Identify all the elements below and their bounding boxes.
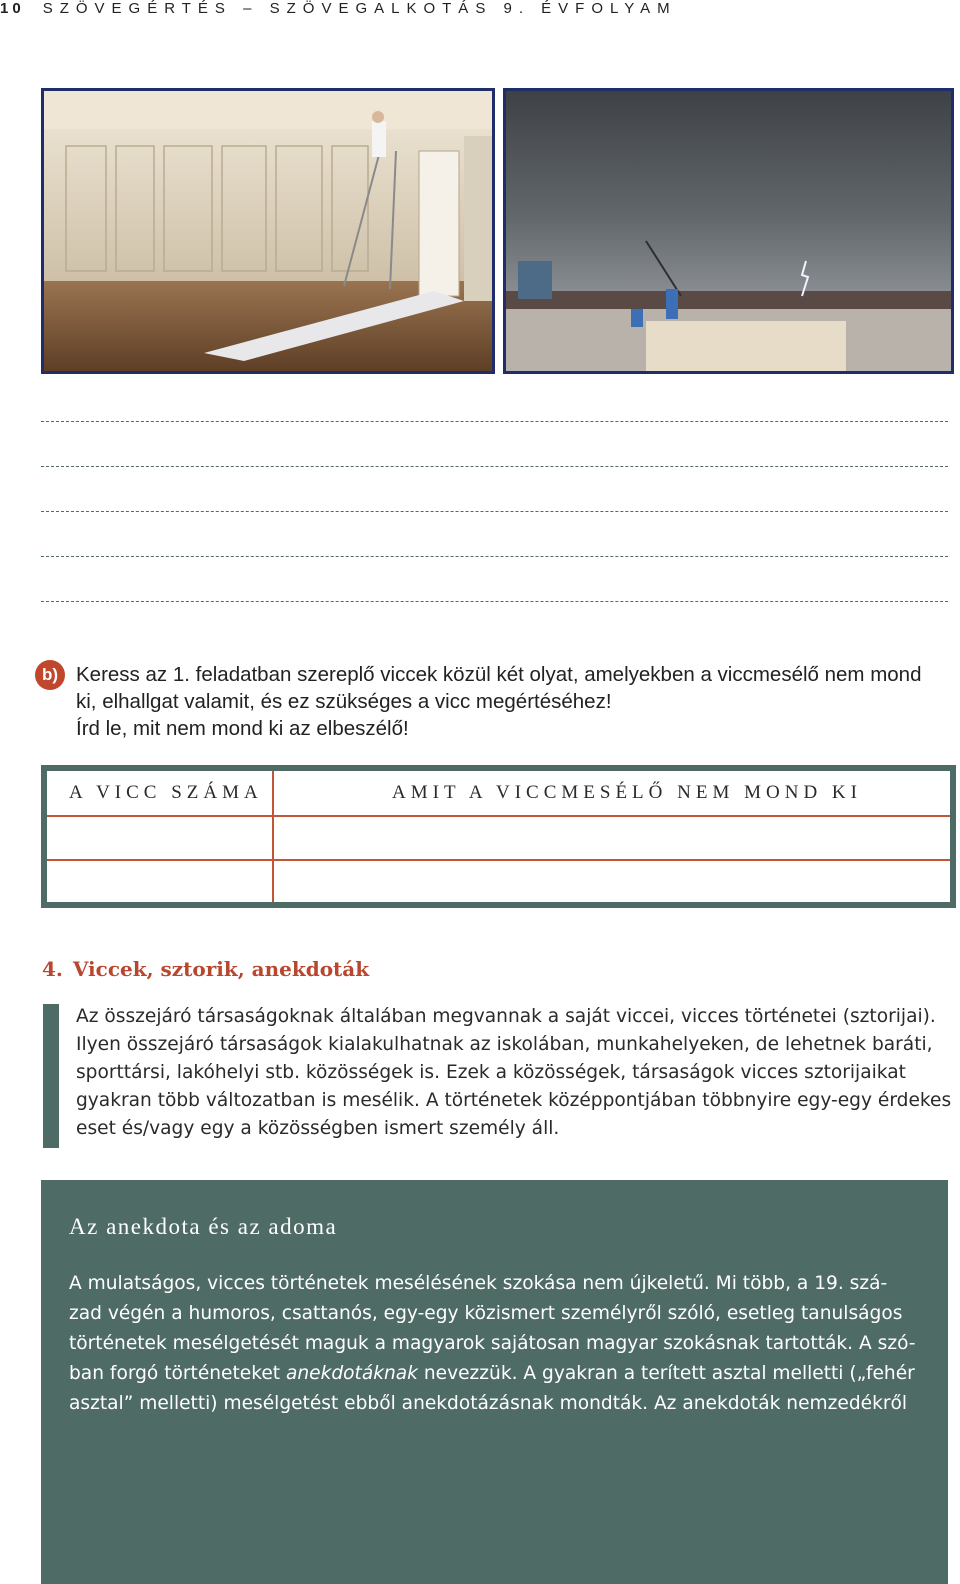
section-paragraph xyxy=(76,1003,952,1143)
answer-line[interactable] xyxy=(41,511,948,512)
running-title: SZÖVEGÉRTÉS – SZÖVEGALKOTÁS 9. ÉVFOLYAM xyxy=(42,0,677,17)
answer-line[interactable] xyxy=(41,421,948,422)
table-cell-row1-answer[interactable] xyxy=(274,817,950,859)
table-header-joke-number: A VICC SZÁMA xyxy=(69,782,263,803)
info-line: zad végén a humoros, csattanós, egy-egy közismert személyről szóló, esetleg tanulságos xyxy=(69,1303,903,1324)
answer-line[interactable] xyxy=(41,601,948,602)
paragraph-line: sporttársi, lakóhelyi stb. közösségek is. Ezek a közösségek, társaságok vicces sztorijaikat xyxy=(76,1062,906,1083)
info-box xyxy=(41,1180,948,1584)
paragraph-line: gyakran több változatban is mesélik. A történetek középpontjában többnyire egy-egy érdekes xyxy=(76,1090,952,1111)
info-line: A mulatságos, vicces történetek mesélésének szokása nem újkeletű. Mi több, a 19. szá- xyxy=(69,1273,888,1294)
answer-table xyxy=(41,765,956,908)
table-cell-row2-number[interactable] xyxy=(47,861,272,902)
task-badge: b) xyxy=(35,660,65,690)
section-title xyxy=(42,957,369,981)
section-number: 4. xyxy=(42,957,63,981)
running-head xyxy=(0,0,960,24)
term-anekdota: anekdotáknak xyxy=(285,1363,418,1384)
paragraph-line: Az összejáró társaságoknak általában megvannak a saját viccei, vicces történetei (sztorijai). xyxy=(76,1006,936,1027)
info-box-title: Az anekdota és az adoma xyxy=(69,1214,338,1239)
task-line: Keress az 1. feladatban szereplő viccek közül két olyat, amelyekben a viccmesélő nem mond xyxy=(76,663,922,686)
info-line: történetek mesélgetését maguk a magyarok sajátosan magyar szokásnak tartották. A szó- xyxy=(69,1333,916,1354)
info-box-text xyxy=(69,1269,939,1419)
answer-line[interactable] xyxy=(41,556,948,557)
info-line-part: ban forgó történeteket xyxy=(69,1363,286,1384)
task-line: ki, elhallgat valamit, és ez szükséges a vicc megértéséhez! xyxy=(76,690,612,713)
task-line: Írd le, mit nem mond ki az elbeszélő! xyxy=(76,717,409,740)
paragraph-line: eset és/vagy egy a közösségben ismert személy áll. xyxy=(76,1118,560,1139)
photo-painter-room xyxy=(41,88,495,374)
paragraph-line: Ilyen összejáró társaságok kialakulhatnak az iskolában, munkahelyeken, de lehetnek baráti, xyxy=(76,1034,933,1055)
paragraph-accent-bar xyxy=(43,1004,59,1148)
task-instructions xyxy=(76,661,956,742)
table-header-unspoken: AMIT A VICCMESÉLŐ NEM MOND KI xyxy=(392,782,862,803)
page-number: 10 xyxy=(0,0,25,17)
info-line: asztal” melletti) mesélgetést ebből anekdotázásnak mondták. Az anekdoták nemzedékről xyxy=(69,1393,908,1414)
section-title-text: Viccek, sztorik, anekdoták xyxy=(72,957,370,981)
info-line xyxy=(69,1359,939,1389)
info-line-part: nevezzük. A gyakran a terített asztal melletti („fehér xyxy=(417,1363,915,1384)
answer-line[interactable] xyxy=(41,466,948,467)
photo-storm-rooftop xyxy=(503,88,954,374)
table-cell-row1-number[interactable] xyxy=(47,817,272,859)
table-cell-row2-answer[interactable] xyxy=(274,861,950,902)
